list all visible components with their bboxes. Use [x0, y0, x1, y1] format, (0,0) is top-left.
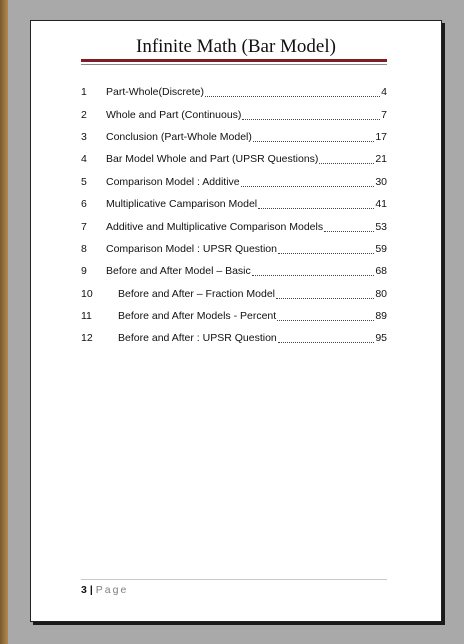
page-footer: [81, 584, 128, 596]
left-window-edge: [0, 0, 8, 644]
toc-entry-number: 8: [81, 242, 87, 255]
toc-dot-leader: [319, 154, 374, 164]
toc-entry-title: Before and After Models - Percent: [118, 310, 277, 323]
footer-page-number: 3: [81, 584, 87, 596]
toc-entry-number: 12: [81, 332, 93, 345]
footer-page-label: Page: [95, 584, 129, 596]
toc-entry[interactable]: [81, 283, 387, 305]
toc-entry-number: 1: [81, 86, 87, 99]
toc-entry-page: 89: [375, 310, 387, 323]
toc-entry-page: 21: [375, 153, 387, 166]
table-of-contents: [81, 81, 387, 350]
toc-entry-title: Comparison Model : UPSR Question: [106, 242, 277, 255]
toc-entry[interactable]: [81, 81, 387, 103]
toc-entry-page: 7: [381, 108, 387, 121]
toc-entry-page: 80: [375, 287, 387, 300]
toc-entry-title: Additive and Multiplicative Comparison Models: [106, 220, 324, 233]
document-page: [30, 20, 442, 622]
toc-entry-number: 3: [81, 130, 87, 143]
footer-separator: |: [89, 584, 93, 596]
toc-entry-page: 59: [375, 242, 387, 255]
toc-dot-leader: [276, 289, 374, 299]
toc-entry-number: 6: [81, 198, 87, 211]
toc-dot-leader: [241, 177, 375, 187]
toc-entry[interactable]: [81, 215, 387, 237]
toc-dot-leader: [253, 132, 374, 142]
toc-dot-leader: [278, 333, 375, 343]
toc-entry-page: 41: [375, 198, 387, 211]
toc-entry-page: 95: [375, 332, 387, 345]
toc-entry[interactable]: [81, 193, 387, 215]
toc-dot-leader: [324, 222, 374, 232]
toc-entry-page: 17: [375, 130, 387, 143]
toc-entry-number: 11: [81, 310, 92, 323]
toc-entry-number: 2: [81, 108, 87, 121]
title-underline-red: [81, 59, 387, 62]
toc-entry-number: 7: [81, 220, 87, 233]
toc-dot-leader: [278, 244, 374, 254]
toc-dot-leader: [242, 110, 380, 120]
toc-dot-leader: [205, 87, 380, 97]
title-underline-grey: [81, 64, 387, 65]
toc-entry-page: 30: [375, 175, 387, 188]
toc-entry-page: 68: [375, 265, 387, 278]
toc-entry-page: 53: [375, 220, 387, 233]
toc-entry[interactable]: [81, 238, 387, 260]
toc-entry-number: 9: [81, 265, 87, 278]
toc-entry[interactable]: [81, 171, 387, 193]
toc-entry-title: Conclusion (Part-Whole Model): [106, 130, 252, 143]
toc-dot-leader: [252, 266, 375, 276]
toc-entry-number: 5: [81, 175, 87, 188]
toc-entry[interactable]: [81, 103, 387, 125]
document-title: Infinite Math (Bar Model): [136, 36, 336, 57]
toc-entry-number: 4: [81, 153, 87, 166]
toc-dot-leader: [277, 311, 374, 321]
toc-entry-title: Before and After : UPSR Question: [118, 332, 277, 345]
toc-entry[interactable]: [81, 126, 387, 148]
toc-dot-leader: [258, 199, 374, 209]
toc-entry[interactable]: [81, 148, 387, 170]
toc-entry-title: Whole and Part (Continuous): [106, 108, 242, 121]
toc-entry[interactable]: [81, 305, 387, 327]
footer-divider: [81, 579, 387, 580]
toc-entry[interactable]: [81, 327, 387, 349]
toc-entry-page: 4: [381, 86, 387, 99]
toc-entry-title: Before and After – Fraction Model: [118, 287, 276, 300]
toc-entry[interactable]: [81, 260, 387, 282]
toc-entry-title: Multiplicative Camparison Model: [106, 198, 258, 211]
toc-entry-title: Part-Whole(Discrete): [106, 86, 205, 99]
toc-entry-number: 10: [81, 287, 93, 300]
toc-entry-title: Comparison Model : Additive: [106, 175, 240, 188]
toc-entry-title: Bar Model Whole and Part (UPSR Questions): [106, 153, 319, 166]
toc-entry-title: Before and After Model – Basic: [106, 265, 251, 278]
